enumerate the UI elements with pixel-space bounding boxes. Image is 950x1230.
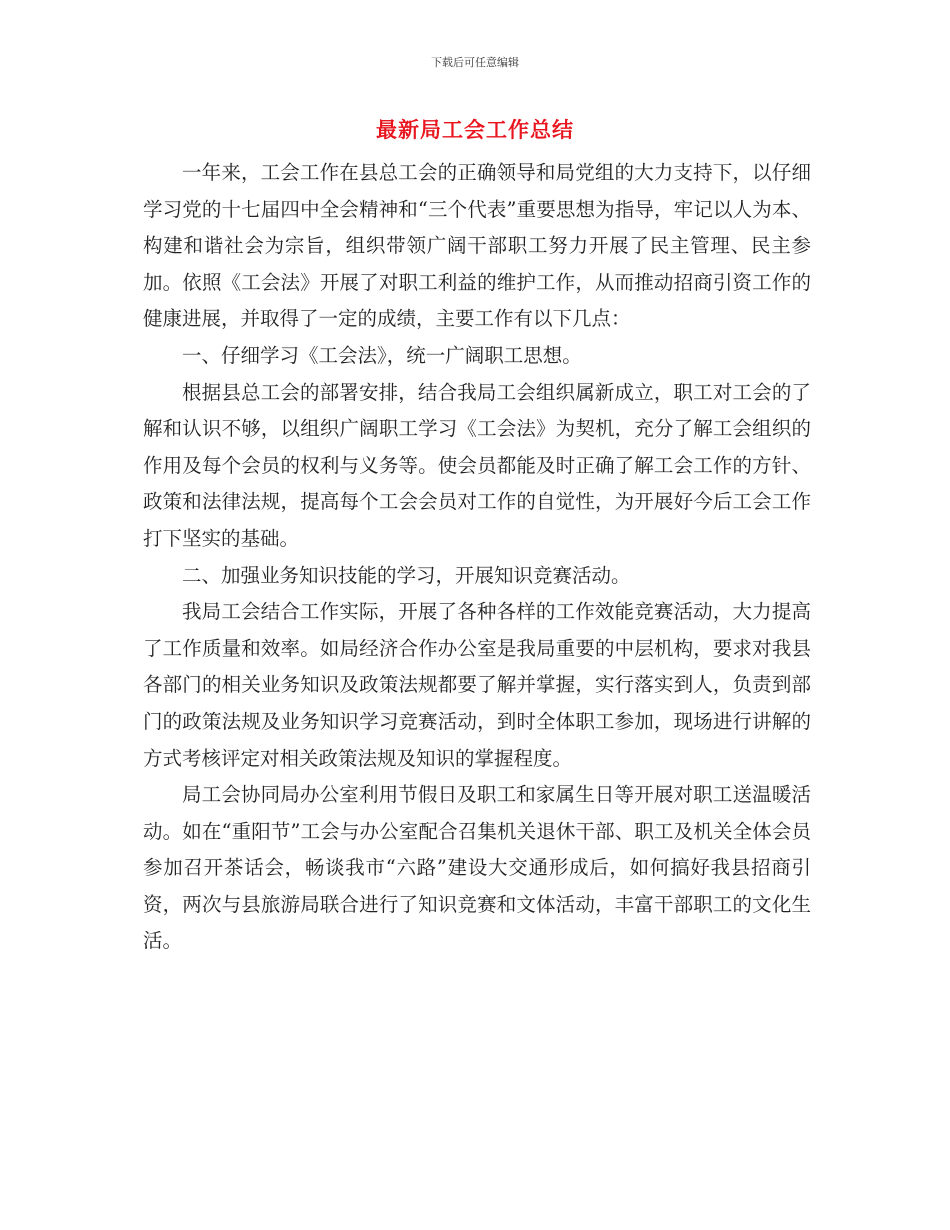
section-heading-2: 二、加强业务知识技能的学习，开展知识竞赛活动。 [182,563,631,587]
paragraph-intro: 一年来，工会工作在县总工会的正确领导和局党组的大力支持下，以仔细学习党的十七届四中全会精神和“三个代表”重要思想为指导，牢记以人为本、构建和谐社会为宗旨，组织带领广阔干部职工努力开展了民主管理、民主参加。依照《工会法》开展了对职工利益的维护工作，从而推动招商引资工作的健康进展，并取得了一定的成绩，主要工作有以下几点： [143,161,811,331]
section-heading-1: 一、仔细学习《工会法》，统一广阔职工思想。 [182,343,582,367]
document-title: 最新局工会工作总结 [376,118,574,142]
paragraph-welfare: 局工会协同局办公室利用节假日及职工和家属生日等开展对职工送温暖活动。如在“重阳节”工会与办公室配合召集机关退休干部、职工及机关全体会员参加召开茶话会，畅谈我市“六路”建设大交通形成后，如何搞好我县招商引资，两次与县旅游局联合进行了知识竞赛和文体活动，丰富干部职工的文化生活。 [143,783,811,953]
paragraph-section-2: 我局工会结合工作实际，开展了各种各样的工作效能竞赛活动，大力提高了工作质量和效率。如局经济合作办公室是我局重要的中层机构，要求对我县各部门的相关业务知识及政策法规都要了解并掌握，实行落实到人，负责到部门的政策法规及业务知识学习竞赛活动，到时全体职工参加，现场进行讲解的方式考核评定对相关政策法规及知识的掌握程度。 [143,600,811,770]
paragraph-section-1: 根据县总工会的部署安排，结合我局工会组织属新成立，职工对工会的了解和认识不够，以组织广阔职工学习《工会法》为契机，充分了解工会组织的作用及每个会员的权利与义务等。使会员都能及时正确了解工会工作的方针、政策和法律法规，提高每个工会会员对工作的自觉性，为开展好今后工会工作打下坚实的基础。 [143,380,811,550]
header-note: 下载后可任意编辑 [431,56,519,69]
document-body [143,155,811,960]
